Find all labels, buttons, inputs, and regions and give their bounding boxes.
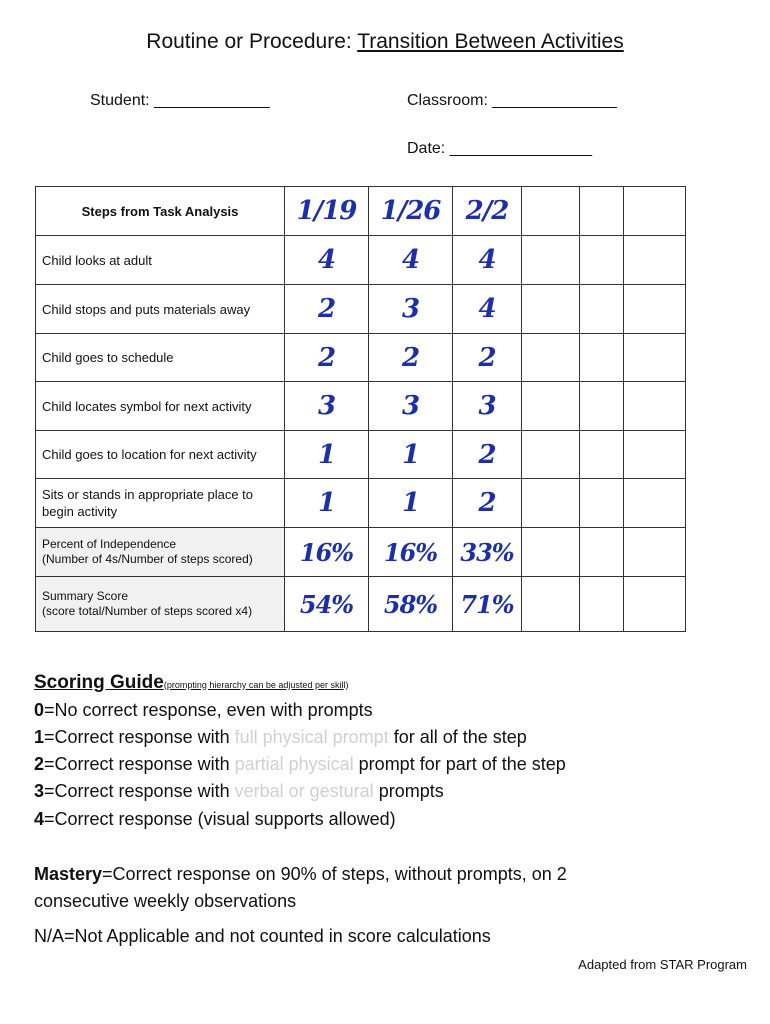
score-number: 4	[34, 809, 45, 829]
summary-label-line2: (score total/Number of steps scored x4)	[42, 604, 253, 618]
empty-cell	[624, 479, 686, 528]
summary-row	[36, 577, 686, 632]
score-text-end: for all of the step	[388, 727, 527, 747]
table-row	[36, 382, 686, 431]
score-cell: 2	[453, 479, 522, 528]
date-column-3: 2/2	[453, 187, 522, 236]
score-cell: 2	[285, 334, 369, 382]
classroom-field: Classroom: ______________	[407, 92, 617, 109]
score-cell: 1	[369, 431, 453, 479]
empty-cell	[624, 577, 686, 632]
empty-cell	[580, 479, 624, 528]
score-number: 3	[34, 781, 45, 801]
empty-cell	[580, 334, 624, 382]
empty-cell	[522, 334, 580, 382]
score-definition-0	[34, 700, 373, 721]
title-prefix: Routine or Procedure:	[146, 30, 358, 53]
score-definition-3	[34, 781, 444, 802]
empty-cell	[522, 431, 580, 479]
empty-cell	[580, 577, 624, 632]
table-row	[36, 285, 686, 334]
date-field: Date: ________________	[407, 140, 593, 157]
score-cell: 3	[285, 382, 369, 431]
empty-cell	[624, 431, 686, 479]
empty-cell	[624, 236, 686, 285]
score-cell: 1	[369, 479, 453, 528]
score-cell: 4	[285, 236, 369, 285]
independence-label	[36, 528, 285, 577]
step-label: Child stops and puts materials away	[36, 285, 285, 334]
empty-cell	[580, 382, 624, 431]
empty-cell	[522, 528, 580, 577]
summary-value: 58%	[369, 577, 453, 632]
mastery-label: Mastery	[34, 864, 103, 884]
score-cell: 4	[453, 285, 522, 334]
score-cell: 1	[285, 479, 369, 528]
score-definition-4	[34, 809, 396, 830]
empty-cell	[522, 236, 580, 285]
step-label: Child looks at adult	[36, 236, 285, 285]
table-header-row	[36, 187, 686, 236]
score-cell: 4	[453, 236, 522, 285]
independence-value: 16%	[285, 528, 369, 577]
summary-label-line1: Summary Score	[42, 589, 129, 603]
table-row	[36, 479, 686, 528]
score-cell: 4	[369, 236, 453, 285]
step-label: Sits or stands in appropriate place to begin activity	[36, 479, 285, 528]
scoring-guide-title	[34, 672, 348, 694]
mastery-text: =Correct response on 90% of steps, without prompts, on 2	[102, 864, 567, 884]
scoring-guide-heading: Scoring Guide	[34, 672, 164, 693]
date-column-6	[624, 187, 686, 236]
empty-cell	[522, 479, 580, 528]
score-cell: 2	[369, 334, 453, 382]
mastery-line-1	[34, 864, 567, 885]
student-field: Student: _____________	[90, 92, 270, 109]
score-text-end: prompts	[373, 781, 444, 801]
empty-cell	[624, 528, 686, 577]
scoring-guide-note: (prompting hierarchy can be adjusted per skill)	[163, 680, 349, 690]
summary-label	[36, 577, 285, 632]
summary-value: 54%	[285, 577, 369, 632]
credit-note: Adapted from STAR Program	[578, 957, 747, 972]
score-cell: 2	[285, 285, 369, 334]
score-prompt-text: partial physical	[234, 754, 354, 774]
empty-cell	[522, 577, 580, 632]
mastery-line-2: consecutive weekly observations	[34, 891, 297, 911]
steps-header: Steps from Task Analysis	[36, 187, 285, 236]
independence-label-line2: (Number of 4s/Number of steps scored)	[42, 552, 253, 566]
score-text: =No correct response, even with prompts	[44, 700, 373, 720]
date-column-5	[580, 187, 624, 236]
na-definition: N/A=Not Applicable and not counted in score calculations	[34, 926, 491, 946]
score-number: 1	[34, 727, 45, 747]
score-cell: 1	[285, 431, 369, 479]
step-label: Child locates symbol for next activity	[36, 382, 285, 431]
score-text: =Correct response with	[44, 754, 235, 774]
score-prompt-text: verbal or gestural	[234, 781, 374, 801]
score-cell: 3	[369, 285, 453, 334]
date-column-1: 1/19	[285, 187, 369, 236]
score-text: =Correct response with	[44, 781, 235, 801]
summary-value: 71%	[453, 577, 522, 632]
score-cell: 2	[453, 334, 522, 382]
score-cell: 3	[369, 382, 453, 431]
empty-cell	[522, 382, 580, 431]
empty-cell	[580, 528, 624, 577]
empty-cell	[580, 431, 624, 479]
score-number: 0	[34, 700, 45, 720]
score-cell: 2	[453, 431, 522, 479]
independence-row	[36, 528, 686, 577]
empty-cell	[624, 334, 686, 382]
score-cell: 3	[453, 382, 522, 431]
empty-cell	[522, 285, 580, 334]
table-row	[36, 236, 686, 285]
score-prompt-text: full physical prompt	[234, 727, 389, 747]
empty-cell	[580, 236, 624, 285]
independence-value: 16%	[369, 528, 453, 577]
title-routine-name: Transition Between Activities	[357, 30, 624, 53]
date-column-4	[522, 187, 580, 236]
step-label: Child goes to location for next activity	[36, 431, 285, 479]
independence-value: 33%	[453, 528, 522, 577]
empty-cell	[624, 285, 686, 334]
empty-cell	[580, 285, 624, 334]
task-analysis-table	[35, 186, 686, 632]
page-title	[0, 30, 770, 54]
score-number: 2	[34, 754, 45, 774]
score-text-end: prompt for part of the step	[353, 754, 566, 774]
empty-cell	[624, 382, 686, 431]
date-column-2: 1/26	[369, 187, 453, 236]
score-definition-2	[34, 754, 566, 775]
table-row	[36, 431, 686, 479]
independence-label-line1: Percent of Independence	[42, 537, 177, 551]
score-text: =Correct response with	[44, 727, 235, 747]
step-label: Child goes to schedule	[36, 334, 285, 382]
score-definition-1	[34, 727, 527, 748]
score-text: =Correct response (visual supports allowed)	[44, 809, 396, 829]
table-row	[36, 334, 686, 382]
